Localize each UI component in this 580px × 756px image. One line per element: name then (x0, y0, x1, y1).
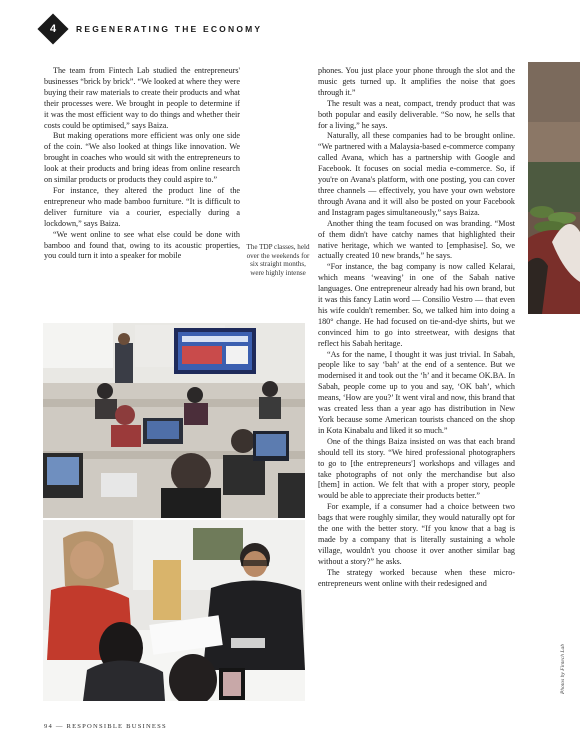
paragraph: One of the things Baiza insisted on was that each brand should tell its story. “We hired professional photographers to go to [the entrepreneurs'] workshops and villages and take photographs of not only the merchandise but also [them] in action. We felt that with a proper story, people would be able to appreciate their products better.” (318, 436, 515, 501)
paragraph: For instance, they altered the product line of the entrepreneur who made bamboo furniture. “It is difficult to deliver furniture via a courier, especially during a lockdown,” says Baiza. (44, 185, 240, 228)
village-photo-illustration (528, 62, 580, 314)
chapter-number: 4 (49, 23, 57, 35)
pull-quote: The TDP classes, held over the weekends for six straight months, were highly intense (246, 243, 310, 278)
paragraph: “We went online to see what else could be done with bamboo and found that, owing to its acoustic properties, you could turn it into a speaker for mobile (44, 229, 240, 261)
classroom-photo (43, 323, 305, 518)
right-column (318, 66, 515, 590)
paragraph: For example, if a consumer had a choice between two bags that were roughly similar, they would naturally opt for the one with the better story. “If you know that a bag is made by a company that is literally sustaining a whole village, wouldn't you choose it over another similar bag without a story?” he asks. (318, 502, 515, 566)
village-photo (528, 62, 580, 314)
paragraph: The result was a neat, compact, trendy product that was both popular and easily deliverable. “So now, he sells that for a living,” he says. (318, 98, 515, 130)
paragraph: “For instance, the bag company is now called Kelarai, which means ‘weaving’ in one of the Sabah native languages. One entrepreneur already had his own brand, but it was this fancy Latin word — Consilio Vestro — that even his wife couldn't remember. So, we talked him into doing a 180° change. He had focused on tie-and-dye shirts, but we convinced him to go into streetwear, with designs that reflect his Sabah heritage. (318, 262, 515, 348)
workshop-photo (43, 520, 305, 701)
section-header (42, 18, 262, 40)
paragraph: phones. You just place your phone through the slot and the music gets turned up. It amplifies the noise that goes through it.” (318, 66, 515, 97)
paragraph: But making operations more efficient was only one side of the coin. “We also looked at things like innovation. We brought in coaches who would sit with the entrepreneurs to look at their products and bring ideas from online research on similar products or products they could aspire to.” (44, 131, 240, 185)
chapter-badge (37, 13, 68, 44)
left-column (44, 66, 240, 262)
paragraph: The team from Fintech Lab studied the entrepreneurs' businesses “brick by brick”. “We looked at where they were buying their raw materials to create their products and what their processes were. We brought in people to determine if it was the most efficient way to do things and whether their costs could be optimised,” says Baiza. (44, 66, 240, 130)
classroom-photo-illustration (43, 323, 305, 518)
section-title: REGENERATING THE ECONOMY (76, 24, 263, 34)
photo-credit: Photos by Fintech Lab (560, 644, 566, 694)
paragraph: Another thing the team focused on was branding. “Most of them didn't have catchy names that highlighted their native heritage, which we wanted to [emphasise]. So, we actually created 10 new brands,” he says. (318, 218, 515, 261)
paragraph: Naturally, all these companies had to be brought online. “We partnered with a Malaysia-based e-commerce company called Avana, which has a partnership with Google and Facebook. It focuses on social media e-commerce. So, if you're on Avana's platform, with one posting, you can cover three channels — effectively, you have your own webstore through Avana and it will also be posted on your Facebook and Instagram pages simultaneously,” says Baiza. (318, 131, 515, 217)
paragraph: The strategy worked because when these micro-entrepreneurs went online with their redesigned and (318, 567, 515, 588)
paragraph: “As for the name, I thought it was just trivial. In Sabah, people like to say ‘bah’ at the end of a sentence. But we modernised it and took out the ‘h’ and it became OK.BA. In Sabah, people come up to you and say, ‘OK bah’, which means, ‘How are you?’ It went viral and now, this brand that was created less than a year ago has distribution in New York because some American tourists chanced on the shop in Kota Kinabalu and liked it so much.” (318, 349, 515, 435)
page-footer: 94 — RESPONSIBLE BUSINESS (44, 723, 167, 730)
workshop-photo-illustration (43, 520, 305, 701)
